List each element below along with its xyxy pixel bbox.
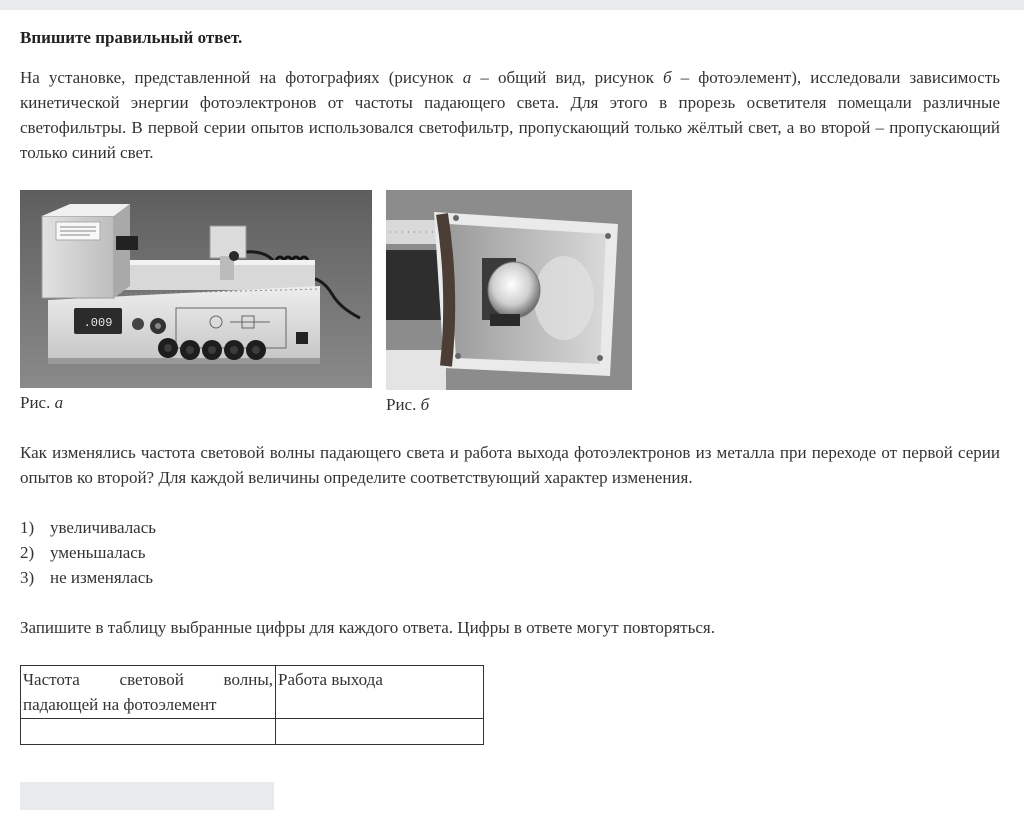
display-reading: .009 xyxy=(83,316,113,330)
intro-letter-b: б xyxy=(662,68,672,87)
answer-input[interactable] xyxy=(20,782,274,810)
option-2: 2) уменьшалась xyxy=(20,543,146,562)
intro-text-2: – общий вид, рисунок xyxy=(471,68,663,87)
task-intro xyxy=(20,65,1000,165)
answer-cell-work-function[interactable] xyxy=(276,719,484,745)
setup-photo xyxy=(20,190,372,388)
question-text: Как изменялись частота световой волны падающего света и работа выхода фотоэлектронов из металла при переходе от первой серии опытов ко второй? Для каждой величины определите соответствующий характер изменения. xyxy=(20,443,1000,487)
intro-text-3: – фотоэлемент), исследовали зависимость кинетической энергии фотоэлектронов от частоты падающего света. Для этого в прорезь осветителя помещали различные светофильтры. В первой серии опытов использовался светофильтр, пропускающий только жёлтый свет, а во второй – пропускающий только синий свет. xyxy=(20,68,1000,162)
instruction-text: Запишите в таблицу выбранные цифры для каждого ответа. Цифры в ответе могут повторяться. xyxy=(20,618,715,637)
answer-cell-frequency[interactable] xyxy=(21,719,276,745)
option-1: 1) увеличивалась xyxy=(20,518,157,537)
column-header-work-function: Работа выхода xyxy=(276,666,484,719)
intro-letter-a: а xyxy=(462,68,472,87)
figure-b xyxy=(386,190,632,416)
column-header-frequency: Частота световой волны, падающей на фотоэлемент xyxy=(21,666,276,719)
intro-text-1: На установке, представленной на фотографиях (рисунок xyxy=(20,68,463,87)
top-bar xyxy=(0,0,1024,10)
option-3: 3) не изменялась xyxy=(20,568,154,587)
task-content xyxy=(20,27,1000,165)
answer-options xyxy=(20,515,156,590)
figure-a xyxy=(20,190,372,414)
figure-a-caption: Рис. а xyxy=(20,393,64,412)
figure-b-caption: Рис. б xyxy=(386,395,430,414)
photocell-photo xyxy=(386,190,632,390)
task-heading: Впишите правильный ответ. xyxy=(20,28,243,47)
answer-table xyxy=(20,665,484,745)
figures xyxy=(20,190,660,416)
